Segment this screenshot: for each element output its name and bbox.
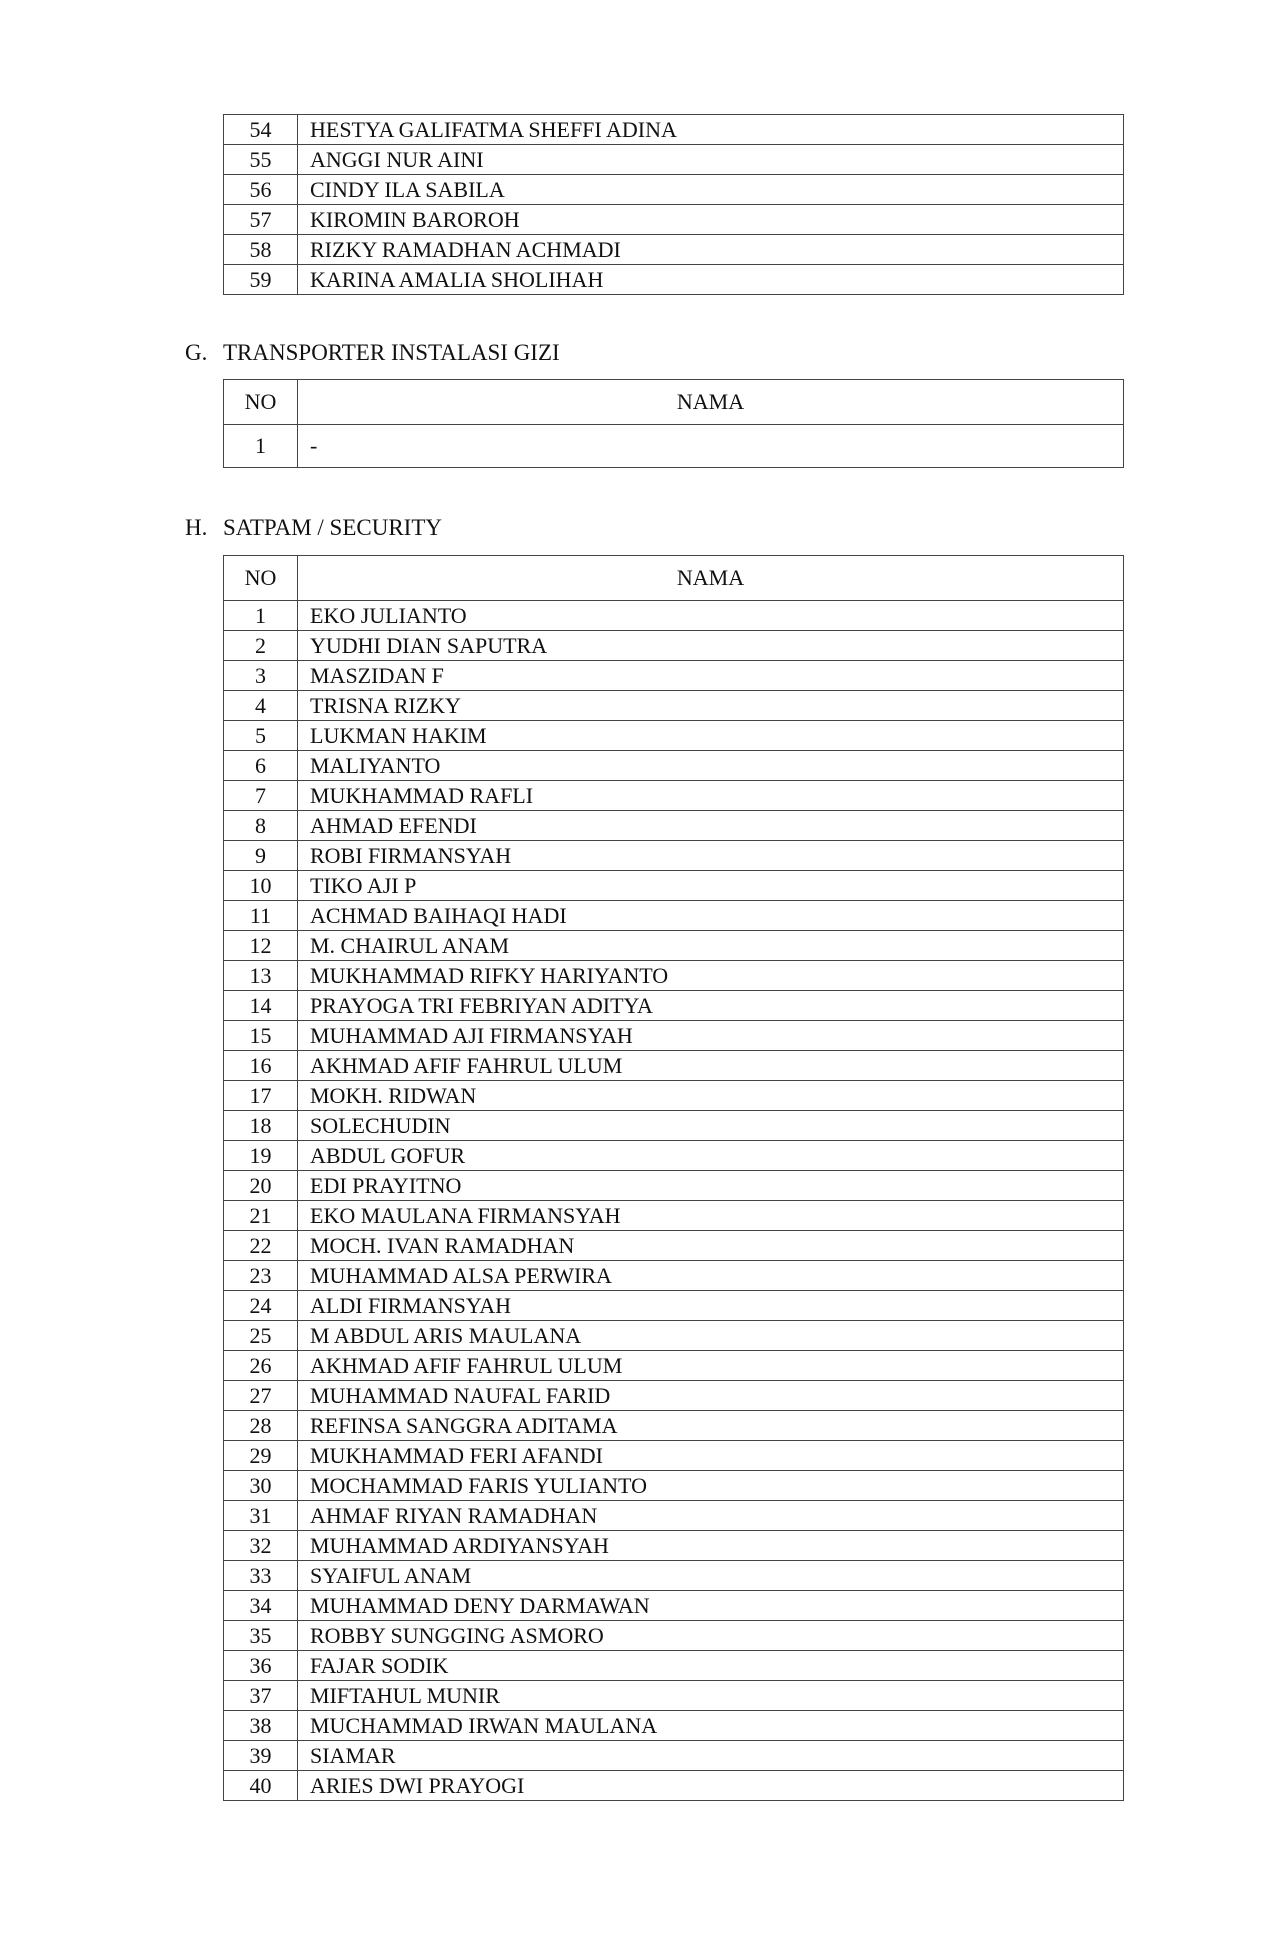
row-name: ROBBY SUNGGING ASMORO [298,1621,1124,1651]
table-row [224,1351,1124,1381]
row-number: 29 [224,1441,298,1471]
row-name: MUHAMMAD ARDIYANSYAH [298,1531,1124,1561]
table-row [224,631,1124,661]
row-name: KARINA AMALIA SHOLIHAH [298,265,1124,295]
table-row [224,1531,1124,1561]
row-number: 4 [224,691,298,721]
row-number: 13 [224,961,298,991]
row-name: M. CHAIRUL ANAM [298,931,1124,961]
row-number: 22 [224,1231,298,1261]
row-name: MOKH. RIDWAN [298,1081,1124,1111]
table-row [224,1741,1124,1771]
table-row [224,1651,1124,1681]
row-name: LUKMAN HAKIM [298,721,1124,751]
row-name: ABDUL GOFUR [298,1141,1124,1171]
table-row [224,1201,1124,1231]
row-name: SIAMAR [298,1741,1124,1771]
row-name: CINDY ILA SABILA [298,175,1124,205]
row-name: AHMAD EFENDI [298,811,1124,841]
row-name: MOCHAMMAD FARIS YULIANTO [298,1471,1124,1501]
table-row [224,1501,1124,1531]
row-number: 27 [224,1381,298,1411]
table-row [224,991,1124,1021]
table-row [224,661,1124,691]
row-number: 2 [224,631,298,661]
table-row [224,205,1124,235]
row-number: 35 [224,1621,298,1651]
row-name: YUDHI DIAN SAPUTRA [298,631,1124,661]
row-number: 24 [224,1291,298,1321]
table-row [224,601,1124,631]
row-name: MIFTAHUL MUNIR [298,1681,1124,1711]
row-name: MUCHAMMAD IRWAN MAULANA [298,1711,1124,1741]
row-name: ROBI FIRMANSYAH [298,841,1124,871]
row-number: 12 [224,931,298,961]
transporter-table [223,379,1124,468]
row-name: M ABDUL ARIS MAULANA [298,1321,1124,1351]
table-row [224,961,1124,991]
table-row [224,1411,1124,1441]
table-row [224,901,1124,931]
table-row [224,1711,1124,1741]
row-name: EDI PRAYITNO [298,1171,1124,1201]
row-name: ACHMAD BAIHAQI HADI [298,901,1124,931]
row-number: 25 [224,1321,298,1351]
row-name: ARIES DWI PRAYOGI [298,1771,1124,1801]
row-number: 39 [224,1741,298,1771]
row-number: 20 [224,1171,298,1201]
row-number: 1 [224,425,298,468]
header-name: NAMA [298,556,1124,601]
row-name: MALIYANTO [298,751,1124,781]
table-header-row [224,556,1124,601]
row-name: SOLECHUDIN [298,1111,1124,1141]
row-number: 10 [224,871,298,901]
row-name: - [298,425,1124,468]
section-h-letter: H. [185,515,208,540]
row-name: MUHAMMAD AJI FIRMANSYAH [298,1021,1124,1051]
row-number: 11 [224,901,298,931]
row-number: 58 [224,235,298,265]
row-number: 5 [224,721,298,751]
row-name: MASZIDAN F [298,661,1124,691]
row-name: MUHAMMAD NAUFAL FARID [298,1381,1124,1411]
header-name: NAMA [298,380,1124,425]
table-row [224,145,1124,175]
row-number: 54 [224,115,298,145]
row-number: 32 [224,1531,298,1561]
table-row [224,1441,1124,1471]
row-number: 31 [224,1501,298,1531]
table-row [224,871,1124,901]
table-row [224,751,1124,781]
row-name: AKHMAD AFIF FAHRUL ULUM [298,1051,1124,1081]
row-name: MUHAMMAD ALSA PERWIRA [298,1261,1124,1291]
header-no: NO [224,556,298,601]
security-table [223,555,1124,1801]
security-table-body [224,601,1124,1801]
table-row [224,1141,1124,1171]
row-name: MOCH. IVAN RAMADHAN [298,1231,1124,1261]
staff-table-body [224,115,1124,295]
row-name: MUHAMMAD DENY DARMAWAN [298,1591,1124,1621]
row-name: HESTYA GALIFATMA SHEFFI ADINA [298,115,1124,145]
row-name: ANGGI NUR AINI [298,145,1124,175]
table-row [224,1171,1124,1201]
row-number: 23 [224,1261,298,1291]
table-row [224,1321,1124,1351]
row-name: EKO MAULANA FIRMANSYAH [298,1201,1124,1231]
table-header-row [224,380,1124,425]
row-name: TRISNA RIZKY [298,691,1124,721]
row-number: 7 [224,781,298,811]
section-g-heading [185,340,560,366]
row-name: ALDI FIRMANSYAH [298,1291,1124,1321]
staff-table-continued [223,114,1124,295]
table-row [224,265,1124,295]
row-number: 26 [224,1351,298,1381]
row-number: 14 [224,991,298,1021]
row-number: 3 [224,661,298,691]
row-number: 33 [224,1561,298,1591]
table-row [224,1261,1124,1291]
table-row [224,811,1124,841]
table-row [224,175,1124,205]
row-number: 6 [224,751,298,781]
table-row [224,781,1124,811]
row-number: 30 [224,1471,298,1501]
transporter-table-body [224,425,1124,468]
row-name: MUKHAMMAD RAFLI [298,781,1124,811]
row-name: AHMAF RIYAN RAMADHAN [298,1501,1124,1531]
table-row [224,1561,1124,1591]
row-number: 16 [224,1051,298,1081]
row-name: REFINSA SANGGRA ADITAMA [298,1411,1124,1441]
table-row [224,721,1124,751]
table-row [224,1111,1124,1141]
table-row [224,841,1124,871]
table-row [224,1081,1124,1111]
table-row [224,931,1124,961]
row-number: 56 [224,175,298,205]
table-row [224,1771,1124,1801]
row-number: 15 [224,1021,298,1051]
row-number: 21 [224,1201,298,1231]
row-number: 55 [224,145,298,175]
row-name: TIKO AJI P [298,871,1124,901]
section-g-letter: G. [185,340,208,365]
table-row [224,1051,1124,1081]
table-row [224,1381,1124,1411]
row-name: FAJAR SODIK [298,1651,1124,1681]
row-name: EKO JULIANTO [298,601,1124,631]
section-h-title: SATPAM / SECURITY [223,515,442,540]
row-number: 9 [224,841,298,871]
row-number: 8 [224,811,298,841]
row-name: AKHMAD AFIF FAHRUL ULUM [298,1351,1124,1381]
table-row [224,1021,1124,1051]
table-row [224,425,1124,468]
row-number: 38 [224,1711,298,1741]
row-number: 40 [224,1771,298,1801]
section-h-heading [185,515,442,541]
row-number: 18 [224,1111,298,1141]
row-number: 34 [224,1591,298,1621]
table-row [224,1621,1124,1651]
row-number: 57 [224,205,298,235]
header-no: NO [224,380,298,425]
row-number: 28 [224,1411,298,1441]
row-number: 36 [224,1651,298,1681]
row-name: MUKHAMMAD RIFKY HARIYANTO [298,961,1124,991]
table-row [224,1681,1124,1711]
row-name: RIZKY RAMADHAN ACHMADI [298,235,1124,265]
row-number: 1 [224,601,298,631]
table-row [224,1291,1124,1321]
row-number: 17 [224,1081,298,1111]
section-g-title: TRANSPORTER INSTALASI GIZI [223,340,560,365]
row-name: SYAIFUL ANAM [298,1561,1124,1591]
row-name: MUKHAMMAD FERI AFANDI [298,1441,1124,1471]
table-row [224,115,1124,145]
row-number: 59 [224,265,298,295]
table-row [224,691,1124,721]
row-name: KIROMIN BAROROH [298,205,1124,235]
row-name: PRAYOGA TRI FEBRIYAN ADITYA [298,991,1124,1021]
table-row [224,235,1124,265]
table-row [224,1231,1124,1261]
table-row [224,1471,1124,1501]
row-number: 37 [224,1681,298,1711]
row-number: 19 [224,1141,298,1171]
table-row [224,1591,1124,1621]
